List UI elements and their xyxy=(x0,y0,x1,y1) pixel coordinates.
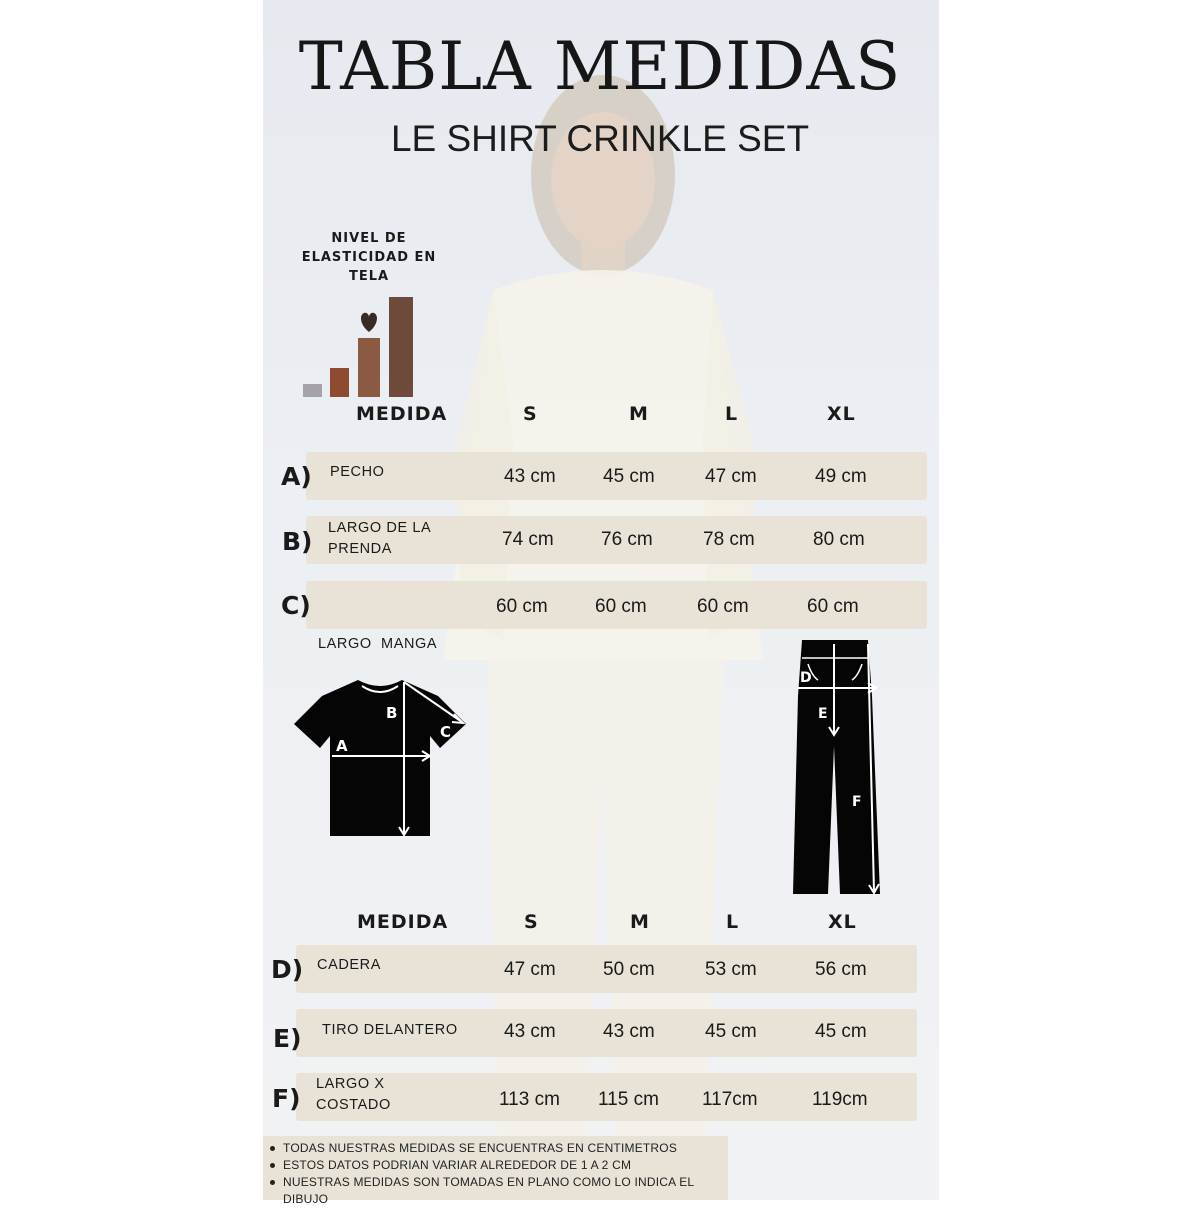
row-letter: E) xyxy=(273,1024,302,1053)
value-m: 50 cm xyxy=(603,959,655,980)
row-label-line1: LARGO MANGA xyxy=(318,636,438,652)
row-label-line2: PRENDA xyxy=(328,541,393,557)
shirt-label-a: A xyxy=(336,737,348,755)
value-l: 60 cm xyxy=(697,596,749,617)
note-item: ESTOS DATOS PODRIAN VARIAR ALREDEDOR DE 1 A 2 CM xyxy=(283,1157,728,1174)
notes-box xyxy=(263,1136,728,1206)
value-s: 74 cm xyxy=(502,529,554,550)
row-label-line1: CADERA xyxy=(317,957,382,973)
notes-list xyxy=(263,1136,728,1208)
value-l: 78 cm xyxy=(703,529,755,550)
shirt-diagram xyxy=(290,676,470,840)
value-m: 76 cm xyxy=(601,529,653,550)
value-l: 47 cm xyxy=(705,466,757,487)
elasticity-label-line2: ELASTICIDAD EN xyxy=(301,250,437,265)
row-label-line1: LARGO X xyxy=(316,1076,385,1092)
value-s: 60 cm xyxy=(496,596,548,617)
top-header-l: L xyxy=(725,403,739,425)
row-label-line1: PECHO xyxy=(330,464,385,480)
top-header-s: S xyxy=(523,403,538,425)
pants-label-e: E xyxy=(818,706,828,722)
elasticity-label-line3: TELA xyxy=(348,269,390,284)
elasticity-bar-2 xyxy=(330,368,349,397)
pants-label-d: D xyxy=(800,670,812,686)
row-label xyxy=(330,462,385,483)
value-l: 53 cm xyxy=(705,959,757,980)
row-letter: D) xyxy=(271,955,304,984)
row-label xyxy=(317,955,381,976)
value-m: 60 cm xyxy=(595,596,647,617)
top-header-measure: MEDIDA xyxy=(356,403,448,425)
value-s: 113 cm xyxy=(499,1089,560,1110)
elasticity-label-line1: NIVEL DE xyxy=(331,231,407,246)
elasticity-bar-1 xyxy=(303,384,322,397)
pants-label-f: F xyxy=(852,794,862,810)
bottom-header-measure: MEDIDA xyxy=(357,911,449,933)
row-letter: C) xyxy=(281,591,311,620)
bottom-header-xl: XL xyxy=(828,911,857,933)
row-letter: F) xyxy=(272,1084,301,1113)
top-header-m: M xyxy=(629,403,649,425)
elasticity-label xyxy=(283,229,455,286)
shirt-label-c: C xyxy=(440,723,452,741)
row-label-line1: LARGO DE LA xyxy=(328,520,432,536)
value-l: 117cm xyxy=(702,1089,758,1110)
value-xl: 56 cm xyxy=(815,959,867,980)
pants-diagram xyxy=(788,636,888,902)
value-m: 43 cm xyxy=(603,1021,655,1042)
value-m: 45 cm xyxy=(603,466,655,487)
bottom-header-m: M xyxy=(630,911,650,933)
product-subtitle: LE SHIRT CRINKLE SET xyxy=(390,118,810,159)
value-s: 43 cm xyxy=(504,466,556,487)
heart-icon xyxy=(361,313,377,332)
shirt-label-b: B xyxy=(386,704,398,722)
row-letter: A) xyxy=(281,462,312,491)
value-s: 47 cm xyxy=(504,959,556,980)
note-item: NUESTRAS MEDIDAS SON TOMADAS EN PLANO COMO LO INDICA EL DIBUJO xyxy=(283,1174,728,1208)
page-title: TABLA MEDIDAS xyxy=(298,28,902,105)
row-label-line1: TIRO DELANTERO xyxy=(322,1022,458,1038)
value-xl: 49 cm xyxy=(815,466,867,487)
elasticity-level-bars xyxy=(300,292,420,402)
value-xl: 80 cm xyxy=(813,529,865,550)
bottom-header-s: S xyxy=(524,911,539,933)
top-header-xl: XL xyxy=(827,403,856,425)
value-xl: 119cm xyxy=(812,1089,868,1110)
value-l: 45 cm xyxy=(705,1021,757,1042)
row-label-line2: COSTADO xyxy=(316,1097,391,1113)
row-letter: B) xyxy=(282,527,313,556)
row-label xyxy=(316,1074,391,1116)
value-xl: 45 cm xyxy=(815,1021,867,1042)
row-label xyxy=(328,518,431,560)
value-s: 43 cm xyxy=(504,1021,556,1042)
elasticity-bar-3 xyxy=(358,338,380,397)
row-label xyxy=(322,1020,458,1041)
note-item: TODAS NUESTRAS MEDIDAS SE ENCUENTRAS EN CENTIMETROS xyxy=(283,1140,728,1157)
value-xl: 60 cm xyxy=(807,596,859,617)
value-m: 115 cm xyxy=(598,1089,659,1110)
bottom-header-l: L xyxy=(726,911,740,933)
elasticity-bar-4 xyxy=(389,297,413,397)
